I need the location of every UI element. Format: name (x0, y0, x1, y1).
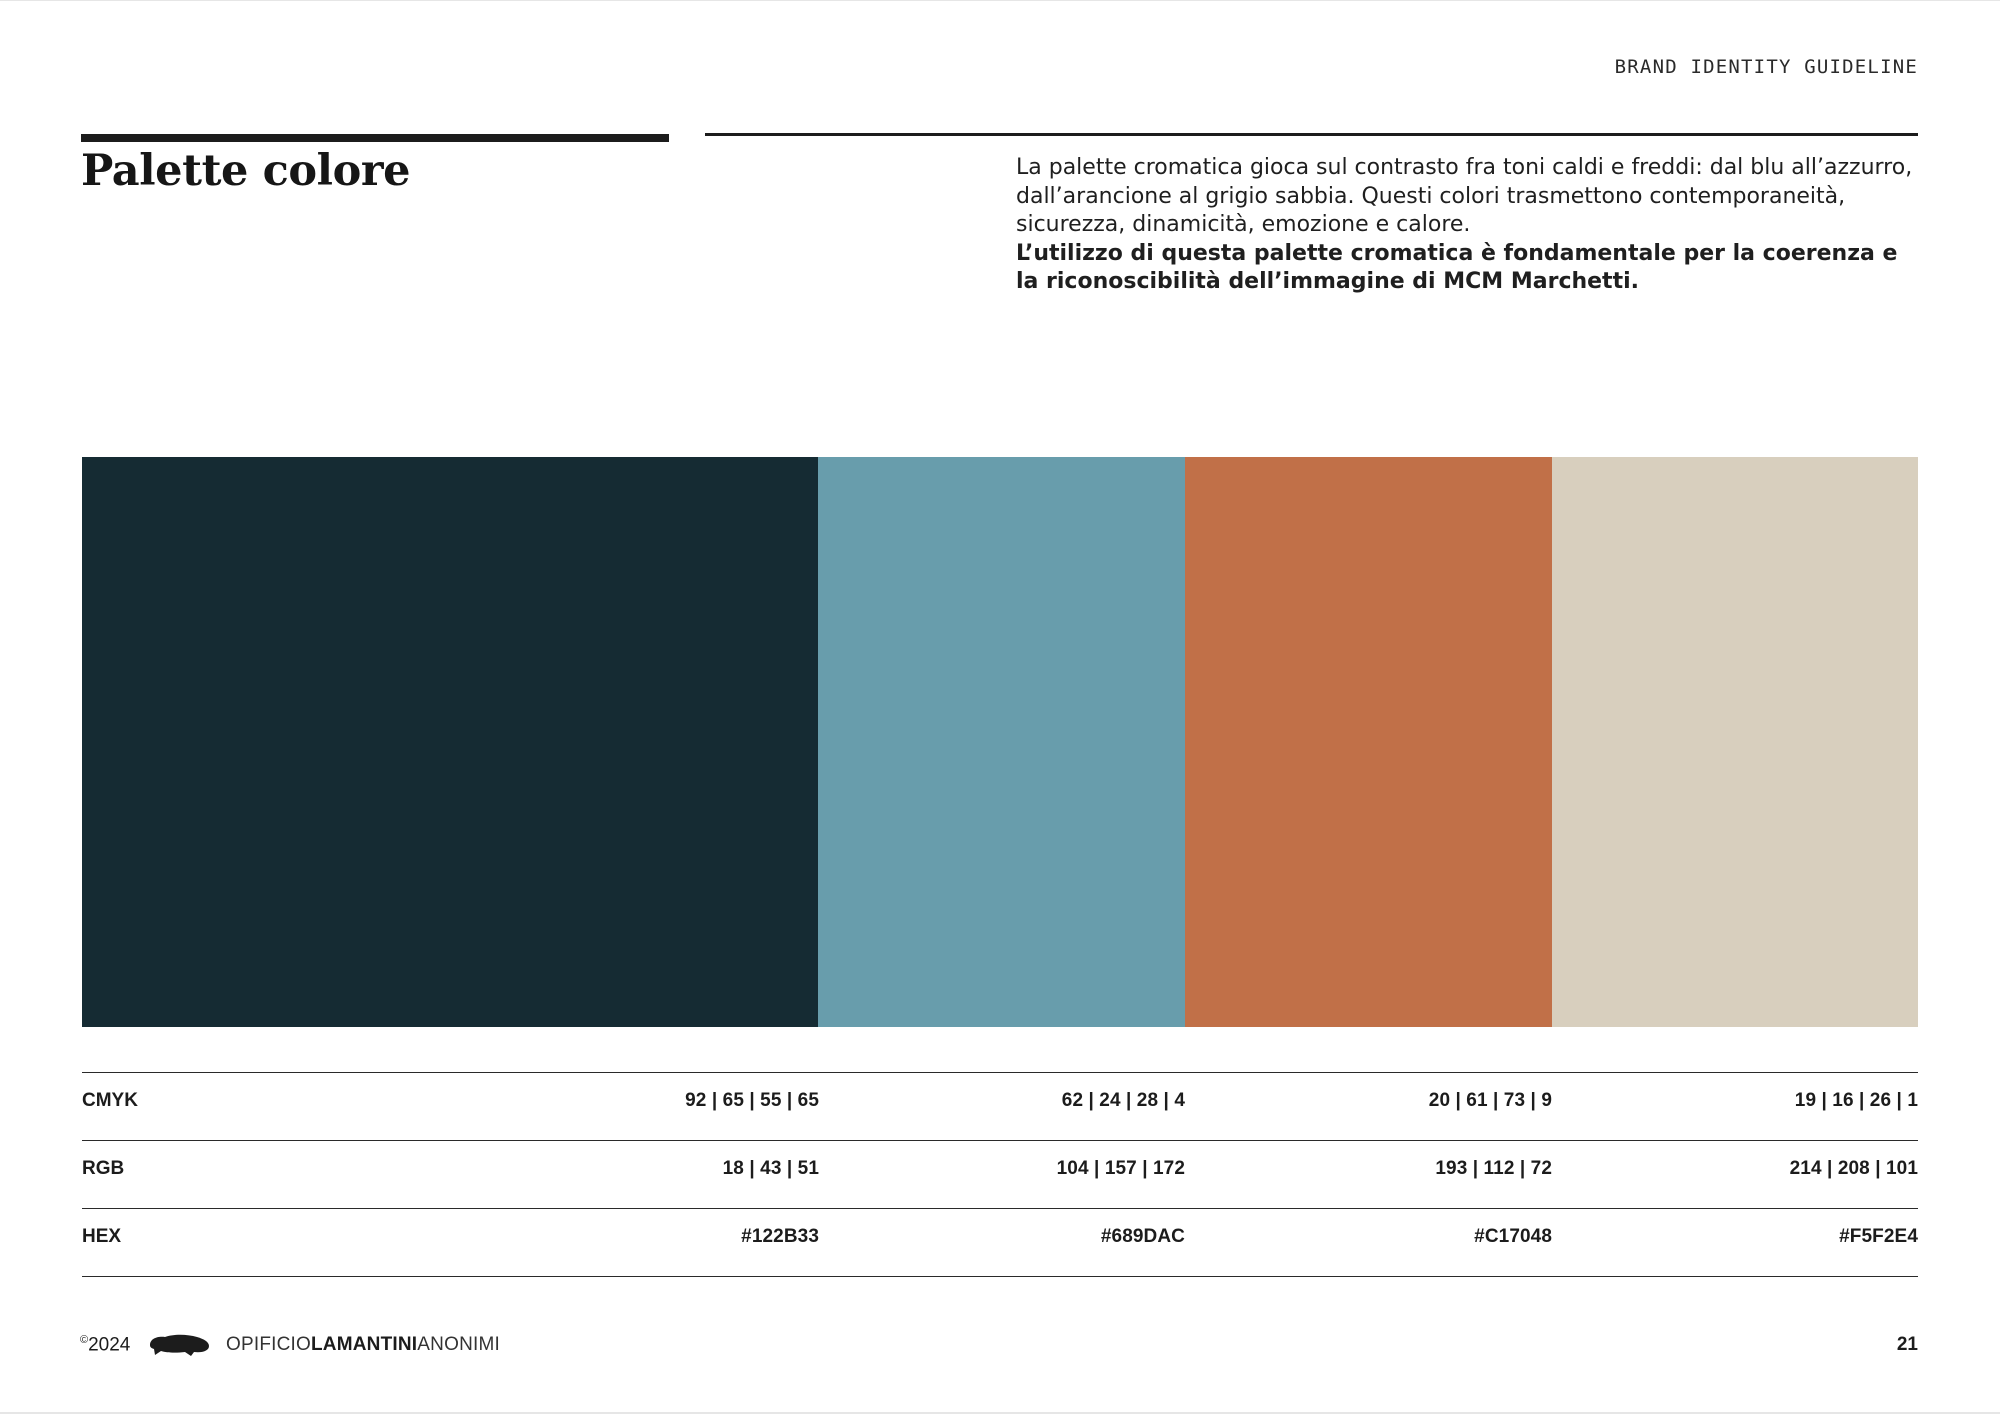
page-number: 21 (1896, 1334, 1918, 1355)
swatch-sand (1552, 457, 1918, 1027)
cmyk-value-dark-blue: 92 | 65 | 55 | 65 (685, 1090, 819, 1111)
color-values-table (82, 1072, 1918, 1277)
swatch-dark-blue (82, 457, 818, 1027)
rgb-value-orange: 193 | 112 | 72 (1435, 1158, 1552, 1179)
brand-word-1: OPIFICIO (226, 1334, 311, 1355)
copyright-year: 2024 (88, 1334, 131, 1356)
brand-word-2: LAMANTINI (311, 1334, 418, 1355)
table-row-hex (82, 1209, 1918, 1277)
footer-copyright (80, 1334, 130, 1356)
hex-value-light-blue: #689DAC (1100, 1226, 1185, 1247)
hex-value-dark-blue: #122B33 (741, 1226, 819, 1247)
intro-bold-paragraph: L’utilizzo di questa palette cromatica è fondamentale per la coerenza e la riconoscibilità dell’immagine di MCM Marchetti. (1016, 240, 1898, 294)
brand-word-3: ANONIMI (417, 1334, 500, 1355)
row-label-hex: HEX (82, 1226, 122, 1247)
top-border (0, 0, 2000, 1)
cmyk-value-light-blue: 62 | 24 | 28 | 4 (1061, 1090, 1185, 1111)
row-label-cmyk: CMYK (82, 1090, 138, 1111)
color-palette (82, 457, 1918, 1027)
cmyk-value-orange: 20 | 61 | 73 | 9 (1428, 1090, 1552, 1111)
title-rule (81, 134, 669, 142)
footer-brand (226, 1334, 500, 1356)
hex-value-sand: #F5F2E4 (1839, 1226, 1918, 1247)
rgb-value-sand: 214 | 208 | 101 (1789, 1158, 1918, 1179)
rgb-value-light-blue: 104 | 157 | 172 (1056, 1158, 1185, 1179)
manatee-logo-icon (147, 1331, 211, 1357)
header-tag: BRAND IDENTITY GUIDELINE (1614, 56, 1918, 78)
page-title: Palette colore (81, 146, 411, 196)
table-row-cmyk (82, 1073, 1918, 1141)
cmyk-value-sand: 19 | 16 | 26 | 1 (1794, 1090, 1918, 1111)
intro-rule (705, 133, 1918, 136)
hex-value-orange: #C17048 (1474, 1226, 1552, 1247)
rgb-value-dark-blue: 18 | 43 | 51 (722, 1158, 819, 1179)
intro-text (1016, 154, 1921, 297)
swatch-orange (1185, 457, 1552, 1027)
row-label-rgb: RGB (82, 1158, 125, 1179)
intro-paragraph: La palette cromatica gioca sul contrasto fra toni caldi e freddi: dal blu all’azzurro, dall’arancione al grigio sabbia. Questi colori trasmettono contemporaneità, sicurezza, dinamicità, emozione e calore. (1016, 155, 1913, 237)
copyright-symbol: © (80, 1334, 89, 1346)
swatch-light-blue (818, 457, 1185, 1027)
table-row-rgb (82, 1141, 1918, 1209)
